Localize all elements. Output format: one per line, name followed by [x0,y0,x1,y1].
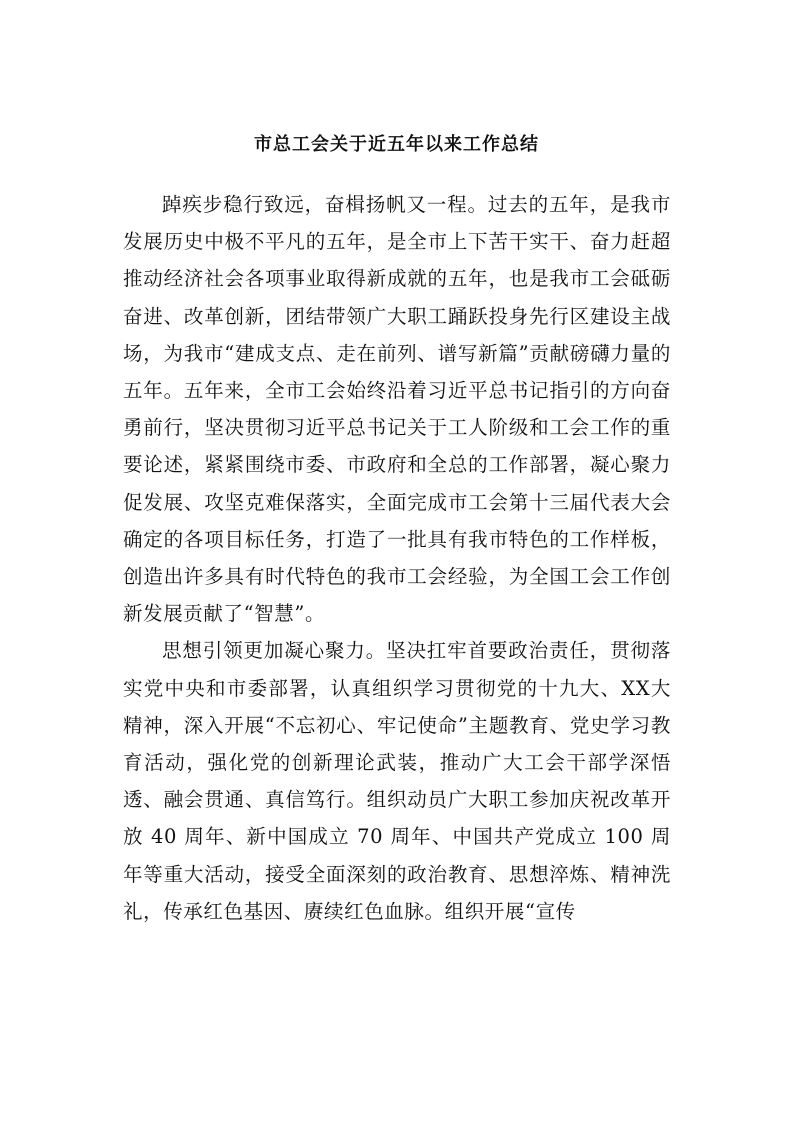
document-title: 市总工会关于近五年以来工作总结 [254,134,539,155]
document-body [123,186,671,930]
paragraph-intro: 踔疾步稳行致远，奋楫扬帆又一程。过去的五年，是我市发展历史中极不平凡的五年，是全市上下苦干实干、奋力赶超推动经济社会各项事业取得新成就的五年，也是我市工会砥砺奋进、改革创新，团结带领广大职工踊跃投身先行区建设主战场，为我市“建成支点、走在前列、谱写新篇”贡献磅礴力量的五年。五年来，全市工会始终沿着习近平总书记指引的方向奋勇前行，坚决贯彻习近平总书记关于工人阶级和工会工作的重要论述，紧紧围绕市委、市政府和全总的工作部署，凝心聚力促发展、攻坚克难保落实，全面完成市工会第十三届代表大会确定的各项目标任务，打造了一批具有我市特色的工作样板，创造出许多具有时代特色的我市工会经验，为全国工会工作创新发展贡献了“智慧”。 [123,193,671,626]
paragraph-ideological-guidance: 思想引领更加凝心聚力。坚决扛牢首要政治责任，贯彻落实党中央和市委部署，认真组织学习贯彻党的十九大、XX大精神，深入开展“不忘初心、牢记使命”主题教育、党史学习教育活动，强化党的创新理论武装，推动广大工会干部学深悟透、融会贯通、真信笃行。组织动员广大职工参加庆祝改革开放 40 周年、新中国成立 70 周年、中国共产党成立 100 周年等重大活动，接受全面深刻的政治教育、思想淬炼、精神洗礼，传承红色基因、赓续红色血脉。组织开展“宣传 [123,639,671,923]
